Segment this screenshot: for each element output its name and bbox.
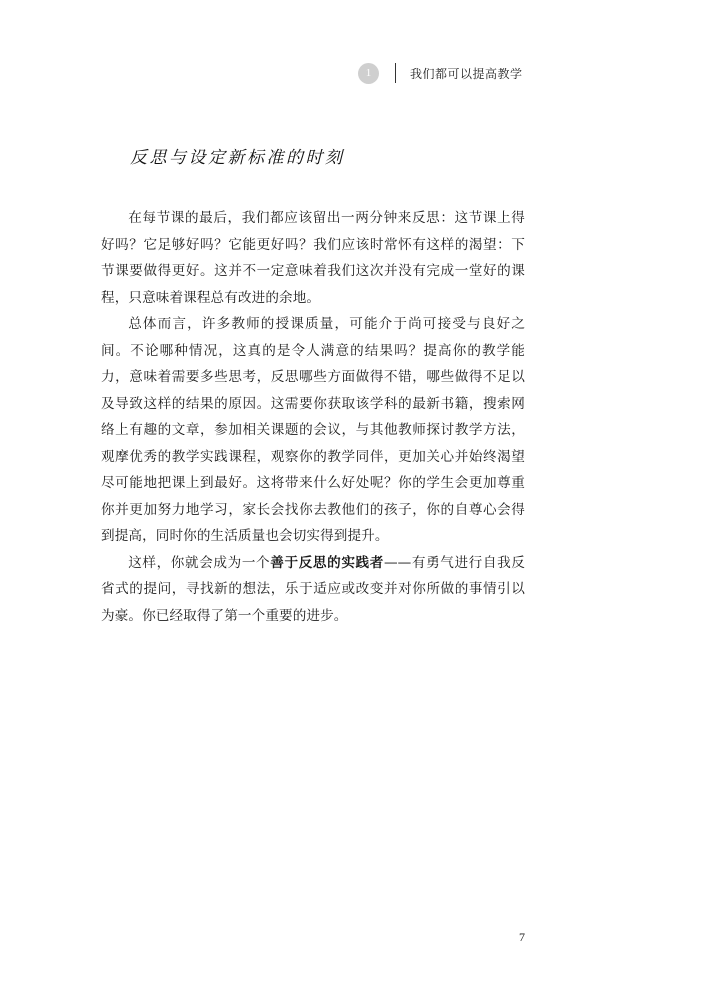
paragraph-3-lead: 这样，你就会成为一个 — [128, 554, 271, 571]
paragraph-3-rest: ——有勇气进行自我反省式的提问，寻找新的想法，乐于适应或改变并对你所做的事情引以为豪。你已经取得了第一个重要的进步。 — [101, 554, 526, 624]
section-heading: 反思与设定新标准的时刻 — [130, 148, 345, 168]
running-header-title: 我们都可以提高教学 — [410, 66, 523, 81]
key-term-reflective-practitioner: 善于反思的实践者 — [270, 554, 384, 571]
running-header — [358, 62, 523, 84]
chapter-number-badge: 1 — [358, 63, 379, 84]
header-divider — [395, 63, 396, 83]
page-number: 7 — [519, 930, 525, 944]
body-text — [101, 205, 525, 629]
paragraph-2: 总体而言，许多教师的授课质量，可能介于尚可接受与良好之间。不论哪种情况，这真的是令人满意的结果吗？提高你的教学能力，意味着需要多些思考，反思哪些方面做得不错，哪些做得不足以及导致这样的结果的原因。这需要你获取该学科的最新书籍，搜索网络上有趣的文章，参加相关课题的会议，与其他教师探讨教学方法，观摩优秀的教学实践课程，观察你的教学同伴，更加关心并始终渴望尽可能地把课上到最好。这将带来什么好处呢？你的学生会更加尊重你并更加努力地学习，家长会找你去教他们的孩子，你的自尊心会得到提高，同时你的生活质量也会切实得到提升。 — [101, 316, 525, 544]
paragraph-1: 在每节课的最后，我们都应该留出一两分钟来反思：这节课上得好吗？它足够好吗？它能更好吗？我们应该时常怀有这样的渴望：下节课要做得更好。这并不一定意味着我们这次并没有完成一堂好的课程，只意味着课程总有改进的余地。 — [101, 210, 525, 306]
paragraph-3 — [101, 550, 525, 630]
